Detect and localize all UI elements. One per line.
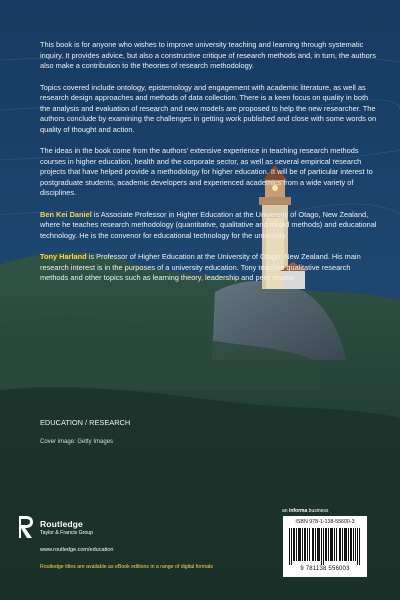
back-cover-text	[40, 40, 378, 295]
author-name: Ben Kei Daniel	[40, 209, 92, 219]
informa-suffix: business	[307, 508, 329, 514]
author-name: Tony Harland	[40, 252, 87, 262]
publisher-website[interactable]: www.routledge.com/education	[40, 547, 114, 553]
book-description-paragraph: Topics covered include ontology, epistemology and engagement with academic literature, as well as research design approaches and methods of data collection. There is a keen focus on quality in both the analysis and evaluation of research and new models are proposed to help the new researcher. The authors conclude by examining the challenges in getting work published and close with some words on quality of thought and action.	[40, 82, 377, 134]
book-description-paragraph: This book is for anyone who wishes to improve university teaching and learning through systematic inquiry. It provides advice, but also a constructive critique of research methods and, in turn, the authors also make a contribution to the theories of research methodology.	[40, 40, 376, 71]
ebook-availability-note: Routledge titles are available as eBook editions in a range of digital formats	[40, 564, 214, 570]
book-description-paragraph: The ideas in the book come from the authors’ extensive experience in teaching research methods courses in higher education, health and the corporate sector, as well as several empirical research projects that have helped provide a methodology for higher education. It will be of particular interest to postgraduate students, academic developers and experienced academics from a wide variety of disciplines.	[40, 146, 373, 198]
isbn-barcode-box	[283, 516, 367, 577]
publisher-name: Routledge	[40, 519, 83, 529]
barcode-number: 9 781138 556003	[300, 566, 350, 572]
informa-business-label	[282, 508, 328, 514]
author-bio-text: is Professor of Higher Education at the University of Otago, New Zealand. His main research interest is in the purposes of a university education. Tony teaches qualitative research methods and other topics such as learning theory, leadership and peer review.	[40, 252, 361, 283]
routledge-logo-icon	[16, 514, 36, 540]
author-bio-text: is Associate Professor in Higher Education at the University of Otago, New Zealand, where he teaches research methodology (quantitative, qualitative and mixed methods) and educational technology. He is the convenor for educational technology for the university.	[40, 209, 377, 240]
author-bio	[40, 252, 378, 284]
author-bio	[40, 210, 378, 242]
cover-image-credit: Cover image: Getty Images	[40, 439, 114, 445]
informa-prefix: an	[282, 508, 289, 514]
informa-brand: informa	[288, 508, 308, 514]
isbn-label: ISBN 978-1-138-55600-3	[295, 519, 355, 525]
publisher-group: Taylor & Francis Group	[40, 530, 94, 536]
subject-category: EDUCATION / RESEARCH	[40, 418, 131, 427]
barcode-icon	[289, 528, 361, 565]
